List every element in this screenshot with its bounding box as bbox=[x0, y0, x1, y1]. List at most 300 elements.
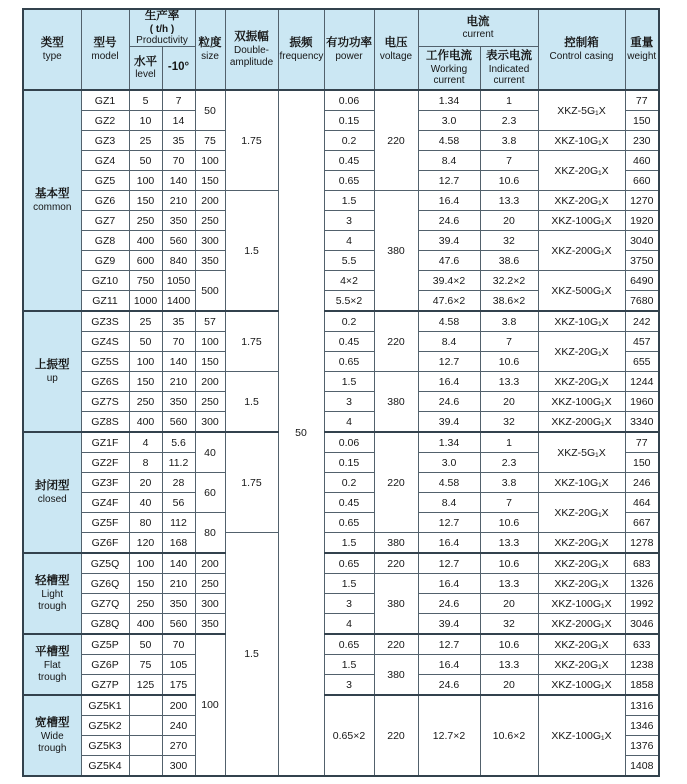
value-cell: 0.15 bbox=[324, 111, 374, 131]
model-cell: GZ5K2 bbox=[81, 716, 129, 736]
value-cell: XKZ-20G₁X bbox=[538, 191, 625, 211]
model-cell: GZ9 bbox=[81, 251, 129, 271]
value-cell: 633 bbox=[625, 634, 659, 655]
model-cell: GZ7P bbox=[81, 675, 129, 696]
value-cell: 1.34 bbox=[418, 432, 480, 453]
value-cell: 0.65 bbox=[324, 513, 374, 533]
value-cell: 1 bbox=[480, 90, 538, 111]
value-cell: 10.6 bbox=[480, 352, 538, 372]
value-cell: 16.4 bbox=[418, 372, 480, 392]
value-cell: 20 bbox=[480, 211, 538, 231]
spec-table bbox=[22, 8, 660, 777]
model-cell: GZ2 bbox=[81, 111, 129, 131]
value-cell: 13.3 bbox=[480, 372, 538, 392]
value-cell: 11.2 bbox=[162, 453, 195, 473]
value-cell: XKZ-5G₁X bbox=[538, 432, 625, 473]
value-cell: 380 bbox=[374, 655, 418, 696]
value-cell: 70 bbox=[162, 332, 195, 352]
value-cell: 246 bbox=[625, 473, 659, 493]
value-cell: 4.58 bbox=[418, 311, 480, 332]
model-cell: GZ1 bbox=[81, 90, 129, 111]
value-cell: 3 bbox=[324, 675, 374, 696]
value-cell: 100 bbox=[129, 553, 162, 574]
value-cell: 75 bbox=[129, 655, 162, 675]
model-cell: GZ6 bbox=[81, 191, 129, 211]
model-cell: GZ5K4 bbox=[81, 756, 129, 777]
value-cell: 3.8 bbox=[480, 473, 538, 493]
value-cell: 13.3 bbox=[480, 655, 538, 675]
header-amplitude: 双振幅 Double-amplitude bbox=[225, 9, 278, 90]
value-cell: 380 bbox=[374, 533, 418, 554]
value-cell: 112 bbox=[162, 513, 195, 533]
value-cell: 16.4 bbox=[418, 655, 480, 675]
value-cell: 150 bbox=[195, 352, 225, 372]
value-cell: XKZ-10G₁X bbox=[538, 131, 625, 151]
model-cell: GZ11 bbox=[81, 291, 129, 312]
value-cell: 39.4 bbox=[418, 231, 480, 251]
value-cell: 250 bbox=[195, 211, 225, 231]
value-cell: 16.4 bbox=[418, 574, 480, 594]
value-cell: 50 bbox=[129, 634, 162, 655]
value-cell: 230 bbox=[625, 131, 659, 151]
value-cell: 50 bbox=[195, 90, 225, 131]
value-cell: XKZ-100G₁X bbox=[538, 211, 625, 231]
value-cell: 1 bbox=[480, 432, 538, 453]
value-cell: 8 bbox=[129, 453, 162, 473]
value-cell: 1.5 bbox=[324, 191, 374, 211]
value-cell: 150 bbox=[129, 372, 162, 392]
value-cell: XKZ-20G₁X bbox=[538, 553, 625, 574]
value-cell: 12.7 bbox=[418, 171, 480, 191]
header-minus10: -10° bbox=[162, 47, 195, 91]
value-cell: XKZ-20G₁X bbox=[538, 372, 625, 392]
value-cell: XKZ-20G₁X bbox=[538, 574, 625, 594]
model-cell: GZ5S bbox=[81, 352, 129, 372]
value-cell: 667 bbox=[625, 513, 659, 533]
value-cell: 4 bbox=[324, 412, 374, 433]
value-cell: 50 bbox=[129, 332, 162, 352]
value-cell: 150 bbox=[195, 171, 225, 191]
value-cell: 400 bbox=[129, 231, 162, 251]
value-cell: 0.2 bbox=[324, 131, 374, 151]
value-cell: 400 bbox=[129, 412, 162, 433]
value-cell: 60 bbox=[195, 473, 225, 513]
value-cell: 1960 bbox=[625, 392, 659, 412]
value-cell: 168 bbox=[162, 533, 195, 554]
value-cell: 4.58 bbox=[418, 473, 480, 493]
value-cell: 24.6 bbox=[418, 392, 480, 412]
value-cell: 12.7×2 bbox=[418, 695, 480, 776]
value-cell: 4.58 bbox=[418, 131, 480, 151]
value-cell: 3750 bbox=[625, 251, 659, 271]
value-cell: 0.65×2 bbox=[324, 695, 374, 776]
value-cell: 210 bbox=[162, 191, 195, 211]
header-level: 水平 level bbox=[129, 47, 162, 91]
value-cell: 2.3 bbox=[480, 111, 538, 131]
value-cell: XKZ-20G₁X bbox=[538, 332, 625, 372]
value-cell: 140 bbox=[162, 171, 195, 191]
value-cell: 16.4 bbox=[418, 533, 480, 554]
header-voltage: 电压 voltage bbox=[374, 9, 418, 90]
header-indicated-current: 表示电流 Indicated current bbox=[480, 47, 538, 91]
value-cell: 125 bbox=[129, 675, 162, 696]
value-cell: XKZ-100G₁X bbox=[538, 675, 625, 696]
value-cell: 560 bbox=[162, 412, 195, 433]
value-cell: 300 bbox=[195, 412, 225, 433]
type-cell: 封闭型 closed bbox=[23, 432, 81, 553]
value-cell: 25 bbox=[129, 311, 162, 332]
value-cell: 0.2 bbox=[324, 473, 374, 493]
value-cell: 32.2×2 bbox=[480, 271, 538, 291]
value-cell: 47.6 bbox=[418, 251, 480, 271]
value-cell: 660 bbox=[625, 171, 659, 191]
value-cell: 1270 bbox=[625, 191, 659, 211]
value-cell: 8.4 bbox=[418, 493, 480, 513]
value-cell: 1050 bbox=[162, 271, 195, 291]
value-cell: 1000 bbox=[129, 291, 162, 312]
value-cell: 1346 bbox=[625, 716, 659, 736]
value-cell: 7 bbox=[480, 151, 538, 171]
value-cell: 28 bbox=[162, 473, 195, 493]
value-cell: 32 bbox=[480, 412, 538, 433]
value-cell: 13.3 bbox=[480, 191, 538, 211]
model-cell: GZ4S bbox=[81, 332, 129, 352]
header-model: 型号 model bbox=[81, 9, 129, 90]
value-cell: 3.8 bbox=[480, 311, 538, 332]
value-cell: 1316 bbox=[625, 695, 659, 716]
value-cell: 3 bbox=[324, 594, 374, 614]
value-cell: 3 bbox=[324, 211, 374, 231]
value-cell: 464 bbox=[625, 493, 659, 513]
value-cell: 35 bbox=[162, 131, 195, 151]
value-cell: 1.75 bbox=[225, 90, 278, 191]
value-cell: 200 bbox=[162, 695, 195, 716]
value-cell: XKZ-20G₁X bbox=[538, 493, 625, 533]
value-cell: 1.75 bbox=[225, 311, 278, 372]
value-cell bbox=[129, 756, 162, 777]
value-cell bbox=[129, 736, 162, 756]
value-cell: 1238 bbox=[625, 655, 659, 675]
value-cell: 35 bbox=[162, 311, 195, 332]
model-cell: GZ5K3 bbox=[81, 736, 129, 756]
value-cell: 25 bbox=[129, 131, 162, 151]
model-cell: GZ5F bbox=[81, 513, 129, 533]
value-cell: 655 bbox=[625, 352, 659, 372]
value-cell: 250 bbox=[129, 594, 162, 614]
value-cell: 40 bbox=[129, 493, 162, 513]
value-cell: 600 bbox=[129, 251, 162, 271]
header-size: 粒度 size bbox=[195, 9, 225, 90]
value-cell: 150 bbox=[129, 191, 162, 211]
header-control-casing: 控制箱 Control casing bbox=[538, 9, 625, 90]
value-cell: 1858 bbox=[625, 675, 659, 696]
table-header bbox=[23, 9, 659, 90]
value-cell: 1.5 bbox=[324, 533, 374, 554]
value-cell: 20 bbox=[480, 594, 538, 614]
value-cell: 250 bbox=[195, 574, 225, 594]
value-cell: 175 bbox=[162, 675, 195, 696]
value-cell: 10.6 bbox=[480, 513, 538, 533]
value-cell: 500 bbox=[195, 271, 225, 312]
value-cell: 100 bbox=[129, 171, 162, 191]
value-cell: 10.6 bbox=[480, 171, 538, 191]
value-cell: 1326 bbox=[625, 574, 659, 594]
model-cell: GZ6P bbox=[81, 655, 129, 675]
value-cell: 0.45 bbox=[324, 151, 374, 171]
model-cell: GZ5K1 bbox=[81, 695, 129, 716]
value-cell: 750 bbox=[129, 271, 162, 291]
value-cell: 80 bbox=[195, 513, 225, 554]
value-cell: 80 bbox=[129, 513, 162, 533]
model-cell: GZ4F bbox=[81, 493, 129, 513]
value-cell: 38.6 bbox=[480, 251, 538, 271]
value-cell: 250 bbox=[195, 392, 225, 412]
value-cell: 1920 bbox=[625, 211, 659, 231]
value-cell: 200 bbox=[195, 553, 225, 574]
header-working-current: 工作电流 Working current bbox=[418, 47, 480, 91]
value-cell: 20 bbox=[480, 392, 538, 412]
value-cell: 1376 bbox=[625, 736, 659, 756]
type-cell: 基本型 common bbox=[23, 90, 81, 311]
type-cell: 上振型 up bbox=[23, 311, 81, 432]
value-cell: 220 bbox=[374, 311, 418, 372]
model-cell: GZ6Q bbox=[81, 574, 129, 594]
value-cell: XKZ-20G₁X bbox=[538, 655, 625, 675]
model-cell: GZ6F bbox=[81, 533, 129, 554]
type-cell: 宽槽型 Wide trough bbox=[23, 695, 81, 776]
value-cell: 200 bbox=[195, 372, 225, 392]
value-cell: 5 bbox=[129, 90, 162, 111]
header-weight: 重量 weight bbox=[625, 9, 659, 90]
value-cell: 1.5 bbox=[324, 655, 374, 675]
value-cell: 16.4 bbox=[418, 191, 480, 211]
value-cell: 0.45 bbox=[324, 493, 374, 513]
value-cell: 350 bbox=[162, 211, 195, 231]
value-cell: 4×2 bbox=[324, 271, 374, 291]
value-cell: 100 bbox=[195, 332, 225, 352]
value-cell: 77 bbox=[625, 90, 659, 111]
model-cell: GZ7S bbox=[81, 392, 129, 412]
value-cell: 0.15 bbox=[324, 453, 374, 473]
value-cell: 220 bbox=[374, 90, 418, 191]
value-cell: XKZ-5G₁X bbox=[538, 90, 625, 131]
value-cell: 150 bbox=[129, 574, 162, 594]
model-cell: GZ3 bbox=[81, 131, 129, 151]
value-cell: 32 bbox=[480, 614, 538, 635]
header-power: 有功功率 power bbox=[324, 9, 374, 90]
value-cell: 1244 bbox=[625, 372, 659, 392]
value-cell: 1992 bbox=[625, 594, 659, 614]
value-cell: 13.3 bbox=[480, 533, 538, 554]
value-cell: 5.5×2 bbox=[324, 291, 374, 312]
value-cell: 39.4×2 bbox=[418, 271, 480, 291]
model-cell: GZ10 bbox=[81, 271, 129, 291]
value-cell: 32 bbox=[480, 231, 538, 251]
model-cell: GZ7Q bbox=[81, 594, 129, 614]
value-cell: 150 bbox=[625, 111, 659, 131]
table-body bbox=[23, 90, 659, 776]
value-cell: 100 bbox=[129, 352, 162, 372]
value-cell: 70 bbox=[162, 634, 195, 655]
value-cell: 457 bbox=[625, 332, 659, 352]
value-cell: 4 bbox=[324, 231, 374, 251]
value-cell: XKZ-10G₁X bbox=[538, 473, 625, 493]
value-cell: 140 bbox=[162, 352, 195, 372]
value-cell: 3.0 bbox=[418, 453, 480, 473]
value-cell: 6490 bbox=[625, 271, 659, 291]
value-cell: 350 bbox=[195, 251, 225, 271]
value-cell: 2.3 bbox=[480, 453, 538, 473]
value-cell: 0.65 bbox=[324, 553, 374, 574]
value-cell: 14 bbox=[162, 111, 195, 131]
model-cell: GZ1F bbox=[81, 432, 129, 453]
value-cell: 57 bbox=[195, 311, 225, 332]
value-cell: 300 bbox=[195, 594, 225, 614]
value-cell: 38.6×2 bbox=[480, 291, 538, 312]
value-cell: 5.6 bbox=[162, 432, 195, 453]
value-cell: 8.4 bbox=[418, 151, 480, 171]
value-cell: 0.2 bbox=[324, 311, 374, 332]
value-cell: XKZ-100G₁X bbox=[538, 594, 625, 614]
model-cell: GZ4 bbox=[81, 151, 129, 171]
value-cell: 40 bbox=[195, 432, 225, 473]
value-cell: 840 bbox=[162, 251, 195, 271]
header-current: 电流 current bbox=[418, 9, 538, 47]
value-cell: 77 bbox=[625, 432, 659, 453]
value-cell: 210 bbox=[162, 574, 195, 594]
model-cell: GZ7 bbox=[81, 211, 129, 231]
value-cell: 3.8 bbox=[480, 131, 538, 151]
value-cell: 12.7 bbox=[418, 352, 480, 372]
value-cell: 240 bbox=[162, 716, 195, 736]
value-cell: 7 bbox=[480, 332, 538, 352]
value-cell: 380 bbox=[374, 191, 418, 312]
value-cell: 1278 bbox=[625, 533, 659, 554]
model-cell: GZ5 bbox=[81, 171, 129, 191]
value-cell: 24.6 bbox=[418, 675, 480, 696]
value-cell: XKZ-20G₁X bbox=[538, 634, 625, 655]
value-cell: 1.34 bbox=[418, 90, 480, 111]
value-cell: 1.5 bbox=[225, 191, 278, 312]
header-type: 类型 type bbox=[23, 9, 81, 90]
value-cell: 39.4 bbox=[418, 614, 480, 635]
value-cell: 150 bbox=[625, 453, 659, 473]
value-cell: 1400 bbox=[162, 291, 195, 312]
value-cell: XKZ-20G₁X bbox=[538, 151, 625, 191]
value-cell: 140 bbox=[162, 553, 195, 574]
value-cell: 350 bbox=[162, 594, 195, 614]
value-cell: 300 bbox=[195, 231, 225, 251]
value-cell: 3340 bbox=[625, 412, 659, 433]
value-cell: 10 bbox=[129, 111, 162, 131]
value-cell: 380 bbox=[374, 372, 418, 433]
value-cell: 10.6×2 bbox=[480, 695, 538, 776]
value-cell: 70 bbox=[162, 151, 195, 171]
value-cell: XKZ-500G₁X bbox=[538, 271, 625, 312]
value-cell: XKZ-10G₁X bbox=[538, 311, 625, 332]
value-cell: XKZ-200G₁X bbox=[538, 231, 625, 271]
value-cell: 50 bbox=[278, 90, 324, 776]
value-cell: 24.6 bbox=[418, 211, 480, 231]
model-cell: GZ3S bbox=[81, 311, 129, 332]
value-cell: 10.6 bbox=[480, 634, 538, 655]
value-cell: 270 bbox=[162, 736, 195, 756]
value-cell: XKZ-200G₁X bbox=[538, 614, 625, 635]
value-cell: 210 bbox=[162, 372, 195, 392]
value-cell: XKZ-200G₁X bbox=[538, 412, 625, 433]
type-cell: 平槽型 Flat trough bbox=[23, 634, 81, 695]
value-cell: 0.65 bbox=[324, 171, 374, 191]
value-cell: 3040 bbox=[625, 231, 659, 251]
value-cell: 20 bbox=[480, 675, 538, 696]
value-cell: XKZ-100G₁X bbox=[538, 695, 625, 776]
value-cell: 12.7 bbox=[418, 553, 480, 574]
value-cell: 100 bbox=[195, 634, 225, 776]
model-cell: GZ5Q bbox=[81, 553, 129, 574]
value-cell: 220 bbox=[374, 553, 418, 574]
value-cell: 13.3 bbox=[480, 574, 538, 594]
value-cell: 20 bbox=[129, 473, 162, 493]
model-cell: GZ6S bbox=[81, 372, 129, 392]
value-cell: 200 bbox=[195, 191, 225, 211]
value-cell: 8.4 bbox=[418, 332, 480, 352]
value-cell: 5.5 bbox=[324, 251, 374, 271]
value-cell: 4 bbox=[129, 432, 162, 453]
model-cell: GZ8Q bbox=[81, 614, 129, 635]
value-cell: 3046 bbox=[625, 614, 659, 635]
value-cell: 105 bbox=[162, 655, 195, 675]
value-cell: 10.6 bbox=[480, 553, 538, 574]
value-cell bbox=[129, 695, 162, 716]
value-cell: 220 bbox=[374, 695, 418, 776]
type-cell: 轻槽型 Light trough bbox=[23, 553, 81, 634]
model-cell: GZ8S bbox=[81, 412, 129, 433]
model-cell: GZ2F bbox=[81, 453, 129, 473]
value-cell: 100 bbox=[195, 151, 225, 171]
value-cell: 220 bbox=[374, 634, 418, 655]
value-cell: 12.7 bbox=[418, 513, 480, 533]
value-cell: 350 bbox=[162, 392, 195, 412]
value-cell: 400 bbox=[129, 614, 162, 635]
value-cell: 120 bbox=[129, 533, 162, 554]
value-cell: 7 bbox=[480, 493, 538, 513]
value-cell: 7680 bbox=[625, 291, 659, 312]
value-cell: 24.6 bbox=[418, 594, 480, 614]
value-cell: 250 bbox=[129, 211, 162, 231]
value-cell: 3 bbox=[324, 392, 374, 412]
value-cell: 1.5 bbox=[324, 574, 374, 594]
value-cell: XKZ-100G₁X bbox=[538, 392, 625, 412]
value-cell: 4 bbox=[324, 614, 374, 635]
value-cell: 0.06 bbox=[324, 90, 374, 111]
value-cell: 460 bbox=[625, 151, 659, 171]
header-frequency: 振频 frequency bbox=[278, 9, 324, 90]
header-productivity: 生产率 ( t/h ) Productivity bbox=[129, 9, 195, 47]
value-cell: 683 bbox=[625, 553, 659, 574]
value-cell: 560 bbox=[162, 231, 195, 251]
value-cell: 7 bbox=[162, 90, 195, 111]
value-cell: 50 bbox=[129, 151, 162, 171]
model-cell: GZ5P bbox=[81, 634, 129, 655]
value-cell: 1408 bbox=[625, 756, 659, 777]
value-cell: 0.06 bbox=[324, 432, 374, 453]
value-cell: 250 bbox=[129, 392, 162, 412]
value-cell: 75 bbox=[195, 131, 225, 151]
value-cell: 300 bbox=[162, 756, 195, 777]
model-cell: GZ3F bbox=[81, 473, 129, 493]
value-cell: 220 bbox=[374, 432, 418, 533]
value-cell: 350 bbox=[195, 614, 225, 635]
